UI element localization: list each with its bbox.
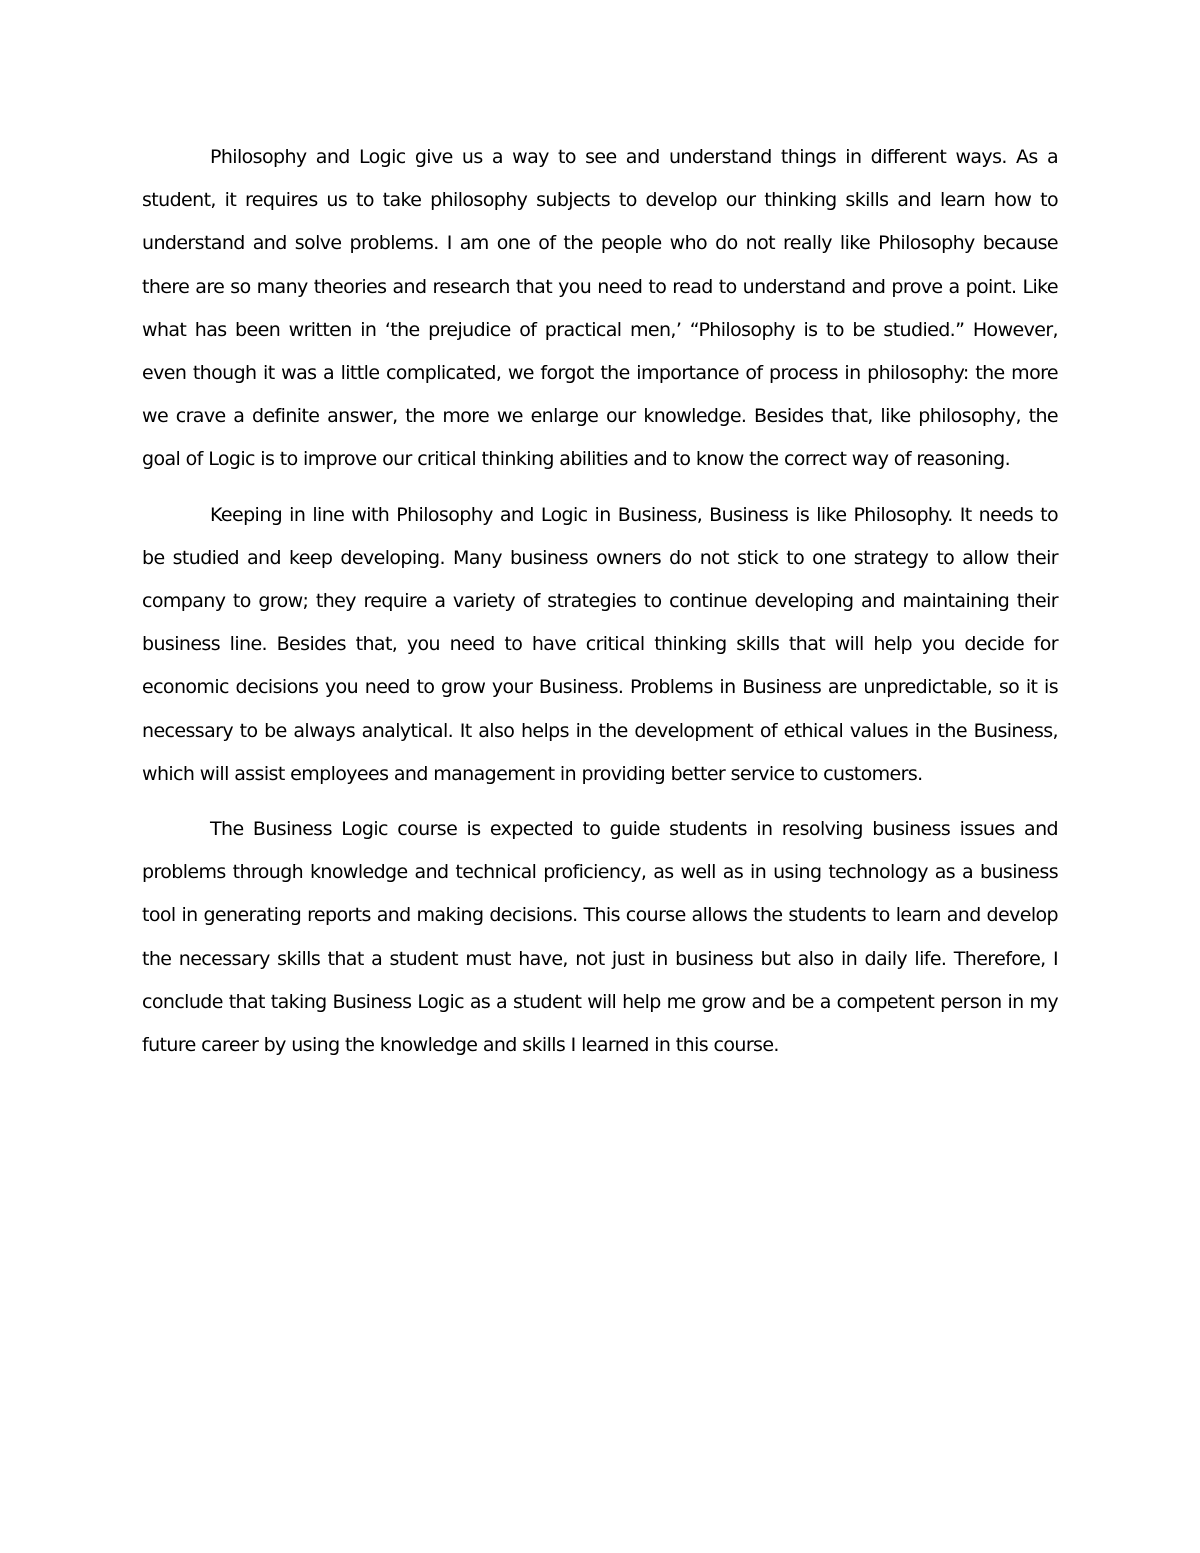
paragraph-business-logic-course: The Business Logic course is expected to guide students in resolving business issues and problems through knowledge and technical proficiency, as well as in using technology as a business tool in generating reports and making decisions. This course allows the students to learn and develop the necessary skills that a student must have, not just in business but also in daily life. Therefore, I conclude that taking Business Logic as a student will help me grow and be a competent person in my future career by using the knowledge and skills I learned in this course. bbox=[142, 818, 1058, 1057]
essay-body bbox=[142, 136, 1058, 1067]
paragraph-business-like-philosophy: Keeping in line with Philosophy and Logic in Business, Business is like Philosophy. It needs to be studied and keep developing. Many business owners do not stick to one strategy to allow their company to grow; they require a variety of strategies to continue developing and maintaining their business line. Besides that, you need to have critical thinking skills that will help you decide for economic decisions you need to grow your Business. Problems in Business are unpredictable, so it is necessary to be always analytical. It also helps in the development of ethical values in the Business, which will assist employees and management in providing better service to customers. bbox=[142, 503, 1058, 785]
paragraph-philosophy-and-logic: Philosophy and Logic give us a way to see and understand things in different ways. As a student, it requires us to take philosophy subjects to develop our thinking skills and learn how to understand and solve problems. I am one of the people who do not really like Philosophy because there are so many theories and research that you need to read to understand and prove a point. Like what has been written in ‘the prejudice of practical men,’ “Philosophy is to be studied.” However, even though it was a little complicated, we forgot the importance of process in philosophy: the more we crave a definite answer, the more we enlarge our knowledge. Besides that, like philosophy, the goal of Logic is to improve our critical thinking abilities and to know the correct way of reasoning. bbox=[142, 146, 1058, 471]
